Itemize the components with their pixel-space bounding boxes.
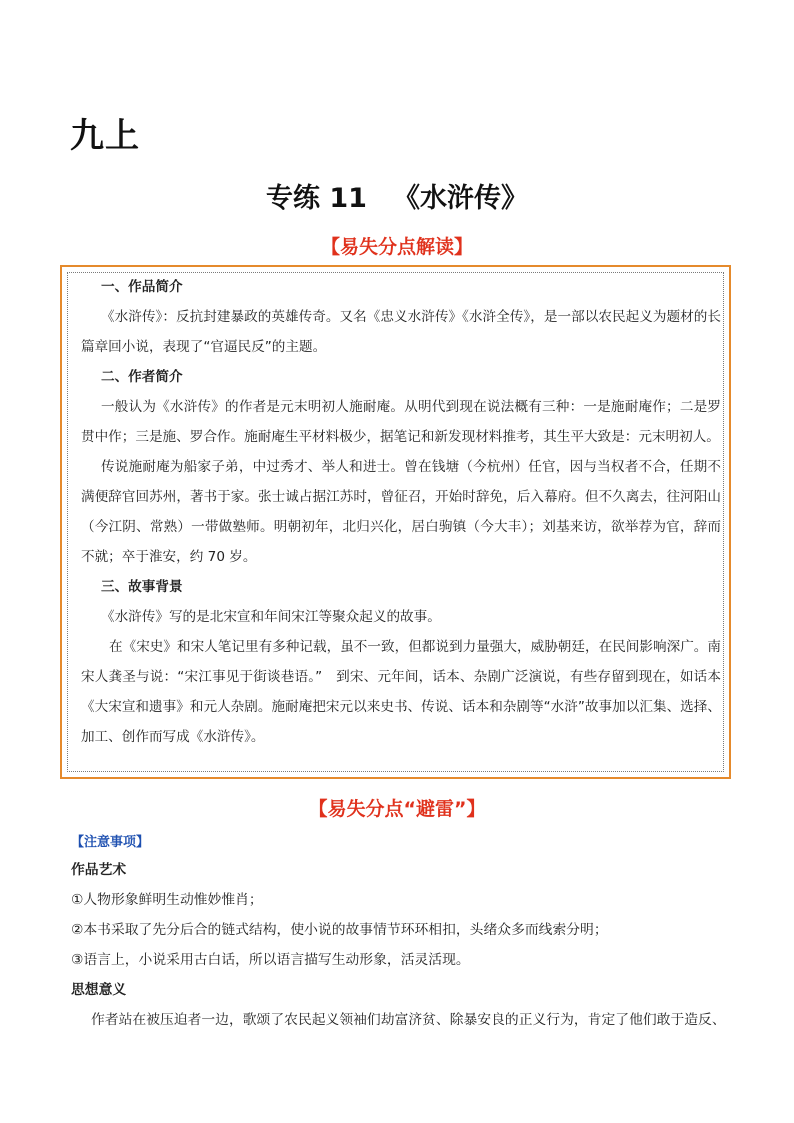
subheading-author: 二、作者简介 — [101, 369, 183, 385]
subheading-background: 三、故事背景 — [101, 579, 183, 595]
paragraph-background-2: 在《宋史》和宋人笔记里有多种记载，虽不一致，但都说到力量强大，威胁朝廷，在民间影响深广。南宋人龚圣与说：“宋江事见于街谈巷语。” 到宋、元年间，话本、杂剧广泛演说，有些存留到现在，如话本《大宋宣和遗事》和元人杂剧。施耐庵把宋元以来史书、传说、话本和杂剧等“水浒”故事加以汇集、选择、加工、创作而写成《水浒传》。 — [81, 639, 721, 745]
art-point-1: ①人物形象鲜明生动惟妙惟肖； — [71, 892, 263, 908]
section-heading-analysis: 【易失分点解读】 — [320, 236, 473, 258]
notice-label: 【注意事项】 — [71, 835, 150, 850]
title-book: 《水浒传》 — [392, 183, 528, 214]
art-point-2: ②本书采取了先分后合的链式结构，使小说的故事情节环环相扣，头绪众多而线索分明； — [71, 922, 608, 938]
art-point-3: ③语言上，小说采用古白话，所以语言描写生动形象，活灵活现。 — [71, 952, 470, 968]
section-heading-avoid: 【易失分点“避雷”】 — [308, 798, 486, 820]
title-prefix: 专练 11 — [266, 183, 367, 214]
subheading-art: 作品艺术 — [71, 862, 127, 878]
paragraph-meaning: 作者站在被压迫者一边，歌颂了农民起义领袖们劫富济贫、除暴安良的正义行为，肯定了他们敢于造反、 — [91, 1012, 726, 1028]
page-title — [0, 176, 794, 215]
paragraph-author-1: 一般认为《水浒传》的作者是元末明初人施耐庵。从明代到现在说法概有三种：一是施耐庵作；二是罗贯中作；三是施、罗合作。施耐庵生平材料极少，据笔记和新发现材料推考，其生平大致是：元末明初人。 — [81, 399, 721, 445]
analysis-content — [81, 272, 721, 752]
paragraph-intro: 《水浒传》：反抗封建暴政的英雄传奇。又名《忠义水浒传》《水浒全传》，是一部以农民起义为题材的长篇章回小说，表现了“官逼民反”的主题。 — [81, 309, 721, 355]
grade-label: 九上 — [70, 116, 140, 156]
paragraph-background-1: 《水浒传》写的是北宋宣和年间宋江等聚众起义的故事。 — [101, 609, 441, 625]
notes-content — [71, 855, 731, 1035]
paragraph-author-2: 传说施耐庵为船家子弟，中过秀才、举人和进士。曾在钱塘（今杭州）任官，因与当权者不合，任期不满便辞官回苏州，著书于家。张士诚占据江苏时，曾征召，开始时辞免，后入幕府。但不久离去，往河阳山（今江阴、常熟）一带做塾师。明朝初年，北归兴化，居白驹镇（今大丰）；刘基来访，欲举荐为官，辞而不就；卒于淮安，约 70 岁。 — [81, 459, 721, 565]
subheading-meaning: 思想意义 — [71, 982, 127, 998]
subheading-intro: 一、作品简介 — [101, 279, 183, 295]
